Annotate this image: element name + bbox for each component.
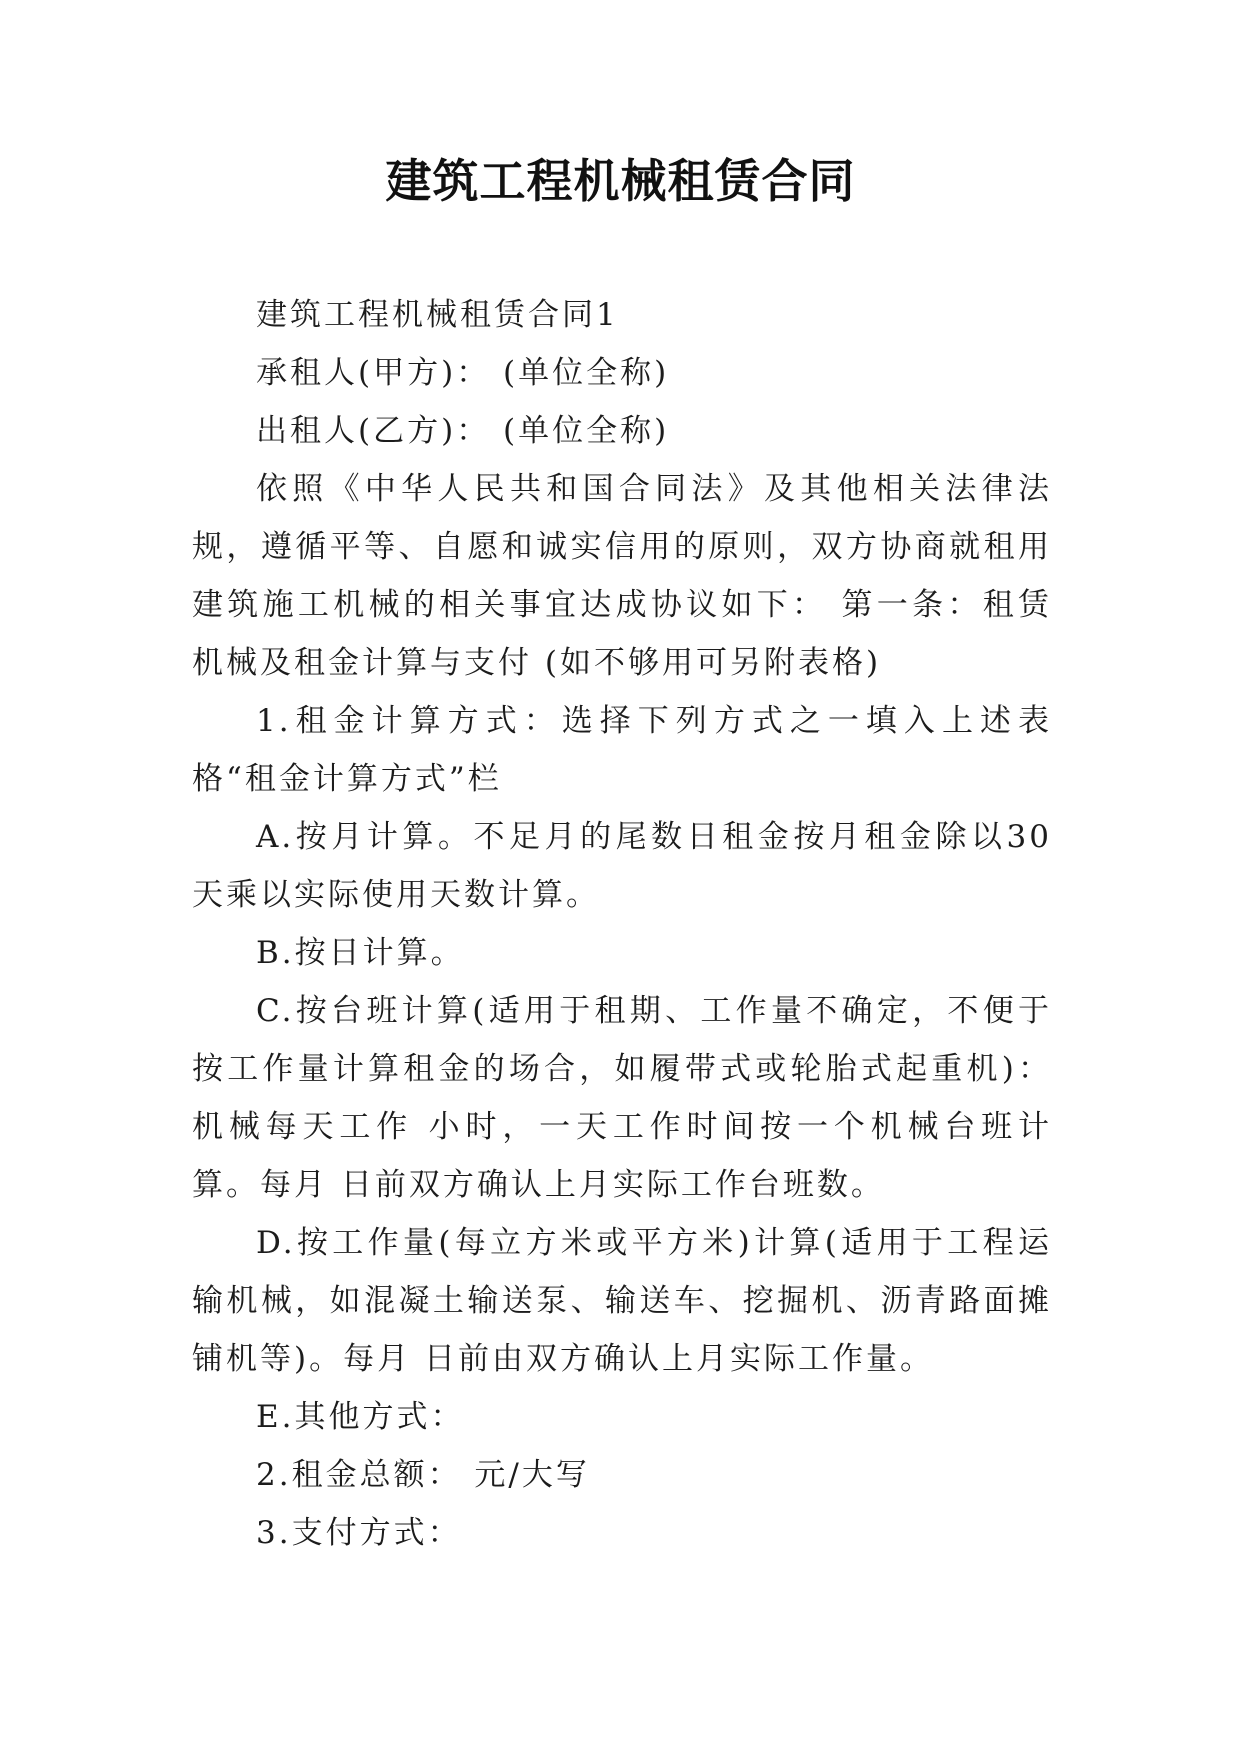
paragraph-rent-method: 1.租金计算方式：选择下列方式之一填入上述表格“租金计算方式”栏 [192, 703, 1052, 797]
paragraph-lessor: 出租人(乙方)： (单位全称) [256, 413, 670, 449]
paragraph-preamble: 依照《中华人民共和国合同法》及其他相关法律法规，遵循平等、自愿和诚实信用的原则，双方协商就租用建筑施工机械的相关事宜达成协议如下： 第一条：租赁机械及租金计算与支付 (如不够用可另附表格) [192, 471, 1052, 681]
paragraph-rent-total: 2.租金总额： 元/大写 [256, 1457, 590, 1493]
paragraph-option-e: E.其他方式： [256, 1399, 465, 1435]
paragraph-option-c: C.按台班计算(适用于租期、工作量不确定，不便于按工作量计算租金的场合，如履带式或轮胎式起重机)：机械每天工作 小时，一天工作时间按一个机械台班计算。每月 日前双方确认上月实际工作台班数。 [192, 993, 1052, 1203]
paragraph-option-a: A.按月计算。不足月的尾数日租金按月租金除以30天乘以实际使用天数计算。 [192, 819, 1052, 913]
paragraph-lessee: 承租人(甲方)： (单位全称) [256, 355, 670, 391]
paragraph-payment-method: 3.支付方式： [256, 1515, 462, 1551]
document-body [192, 286, 1052, 1562]
paragraph-option-d: D.按工作量(每立方米或平方米)计算(适用于工程运输机械，如混凝土输送泵、输送车、挖掘机、沥青路面摊铺机等)。每月 日前由双方确认上月实际工作量。 [192, 1225, 1052, 1377]
document-title: 建筑工程机械租赁合同 [385, 154, 856, 208]
paragraph-option-b: B.按日计算。 [256, 935, 465, 971]
paragraph-contract-heading: 建筑工程机械租赁合同1 [256, 297, 619, 333]
